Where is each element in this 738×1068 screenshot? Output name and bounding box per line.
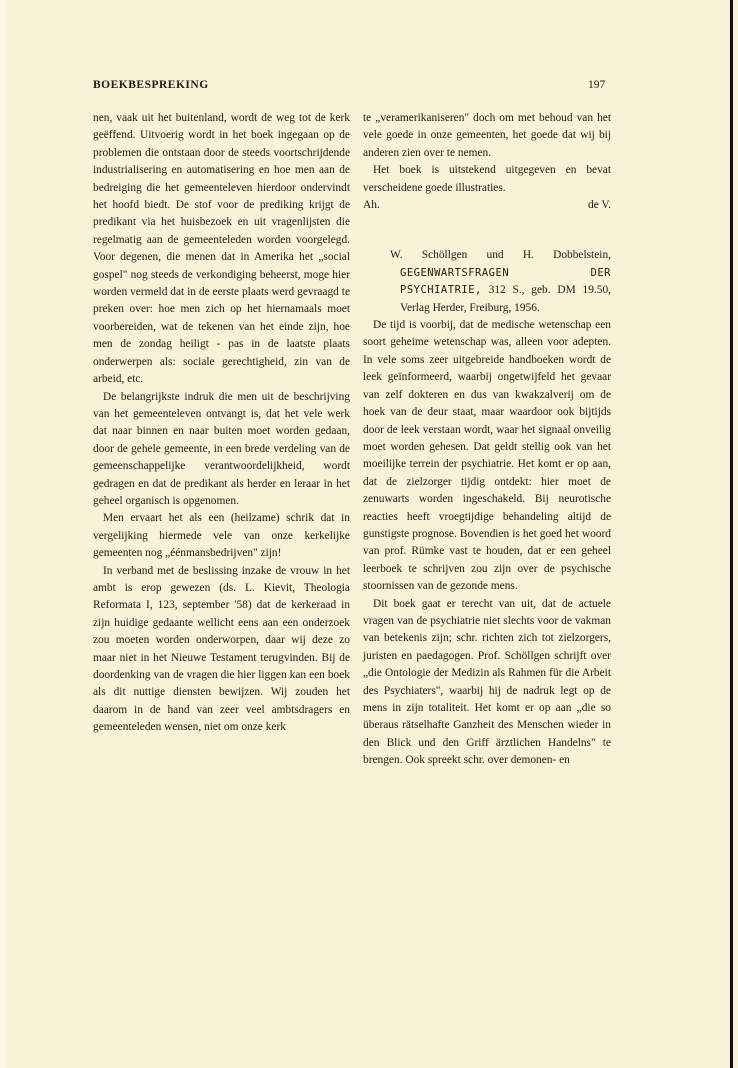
- paragraph: De belangrijkste indruk die men uit de beschrijving van het gemeenteleven ontvangt is, dat het vele werk dat naar binnen en naar buiten moet worden gedaan, door de gehele gemeente, in een brede verdeling van de gemeenschappelijke verantwoordelijkheid, wordt gedragen en dat de predikant als herder en leraar in het geheel organisch is opgenomen.: [93, 390, 350, 507]
- running-header-section: BOEKBESPREKING: [93, 79, 209, 91]
- page-border-line: [730, 0, 733, 1068]
- paragraph: te „veramerikaniseren" doch om met behoud van het vele goede in onze gemeenten, het goede dat wij bij anderen zien over te nemen.: [363, 112, 611, 159]
- paragraph: De tijd is voorbij, dat de medische wetenschap een soort geheime wetenschap was, alleen voor adepten. In vele soms zeer uitgebreide handboeken wordt de leek geïnformeerd, waarbij ongetwijfeld het gevaar van zelf dokteren en dus van kwakzalverij om de hoek van de deur staat, maar waardoor ook bijtijds door de leek verstaan wordt, waar het signaal onveilig moet worden gehesen. Dat geldt stellig ook van het moeilijke terrein der psychiatrie. Het komt er op aan, dat de zielzorger tijdig ontdekt: hier moet de zenuwarts worden ingeschakeld. Bij neurotische reacties heeft vroegtijdige behandeling altijd de gunstigste prognose. Bovendien is het goed het woord van prof. Rümke vast te houden, dat er een geheel leerboek te schrijven zou zijn over de psychische stoornissen van de gezonde mens.: [363, 319, 611, 593]
- right-column: [363, 110, 611, 770]
- paragraph: nen, vaak uit het buitenland, wordt de weg tot de kerk geëffend. Uitvoerig wordt in het boek ingegaan op de problemen die ontstaan door de steeds voortschrijdende industrialisering en automatisering en hoe men aan de bedreiging die het gemeenteleven hierdoor ondervindt het hoofd biedt. De stof voor de prediking krijgt de predikant via het huisbezoek en uit vragenlijsten die regelmatig aan de gemeenteleden worden voorgelegd. Voor degenen, die menen dat in Amerika het „social gospel" nog steeds de verkondiging beheerst, moge hier worden vermeld dat in de eerste plaats werd gevraagd te preken over: hoe men zich op het hiernamaals moet voorbereiden, wat de tekenen van het einde zijn, hoe men de zondag heiligt - pas in de laatste plaats onderwerpen als: sociale gerechtigheid, zin van de arbeid, etc.: [93, 112, 350, 386]
- section-spacer: [363, 214, 611, 247]
- review-signature: [363, 197, 611, 214]
- paragraph: Dit boek gaat er terecht van uit, dat de actuele vragen van de psychiatrie niet slechts voor de vakman van betekenis zijn; schr. richten zich tot zielzorgers, juristen en paedagogen. Prof. Schöllgen schrijft over „die Ontologie der Medizin als Rahmen für die Arbeit des Psychiaters", waarbij hij de nadruk legt op de mens in zijn totaliteit. Het komt er op aan „die so überaus rätselhafte Ganzheit des Menschen wieder in den Blick und den Griff ärztlichen Handelns" te brengen. Ook spreekt schr. over demonen- en: [363, 597, 611, 767]
- paragraph: In verband met de beslissing inzake de vrouw in het ambt is erop gewezen (ds. L. Kievit, Theologia Reformata I, 123, september '58) dat de kerkeraad in zijn huidige gedaante wellicht eens aan een onderzoek zou moeten worden onderworpen, daar wij deze zo maar niet in het Nieuwe Testament terugvinden. Bij de doordenking van de vragen die hier liggen kan een boek als dit nuttige diensten bewijzen. Wij zouden het daarom in de hand van zeer veel ambtsdragers en gemeenteleden wensen, niet om onze kerk: [93, 564, 350, 734]
- paragraph: Men ervaart het als een (heilzame) schrik dat in vergelijking hiermede vele van onze kerkelijke gemeenten nog „éénmansbedrijven" zijn!: [93, 512, 350, 560]
- signature-author: de V.: [588, 199, 611, 212]
- book-title: GEGENWARTSFRAGEN DER PSYCHIATRIE,: [400, 266, 611, 297]
- left-column: [93, 110, 350, 737]
- page-number: 197: [588, 79, 606, 91]
- signature-place: Ah.: [363, 199, 380, 212]
- book-details: 312 S., geb. DM 19.50, Verlag Herder, Freiburg, 1956.: [400, 284, 611, 314]
- book-authors: W. Schöllgen und H. Dobbelstein,: [390, 249, 611, 262]
- paragraph: Het boek is uitstekend uitgegeven en bevat verscheidene goede illustraties.: [363, 164, 611, 194]
- bibliographic-entry: [363, 247, 611, 317]
- page-edge: [0, 0, 6, 1068]
